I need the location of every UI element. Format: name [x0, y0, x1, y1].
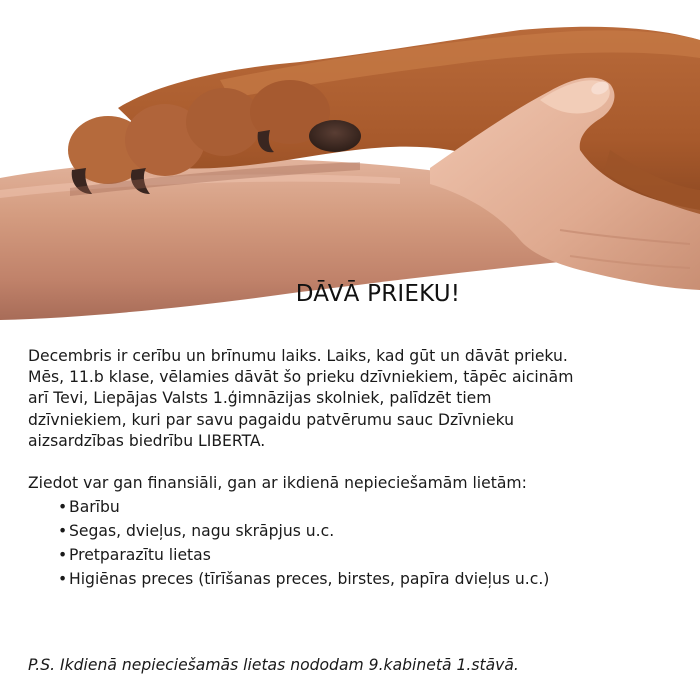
page-title: DĀVĀ PRIEKU! — [295, 281, 461, 307]
donate-intro: Ziedot var gan finansiāli, gan ar ikdienā nepieciešamām lietām: — [28, 474, 527, 493]
bullet-icon: • — [58, 522, 68, 541]
main-content — [28, 346, 678, 591]
hero-photo — [0, 0, 700, 320]
dog-paw-human-hand-image — [0, 0, 700, 320]
list-item — [58, 496, 678, 520]
bullet-icon: • — [58, 569, 68, 588]
bullet-icon: • — [58, 498, 68, 517]
paragraph-line: aizsardzības biedrību LIBERTA. — [28, 431, 266, 450]
paragraph-line: Mēs, 11.b klase, vēlamies dāvāt šo prieku dzīvniekiem, tāpēc aicinām — [28, 368, 574, 387]
list-item — [58, 544, 678, 568]
postscript-note: P.S. Ikdienā nepieciešamās lietas nododam 9.kabinetā 1.stāvā. — [28, 655, 519, 674]
list-item-label: Segas, dvieļus, nagu skrāpjus u.c. — [69, 522, 335, 541]
paragraph-line: dzīvniekiem, kuri par savu pagaidu patvērumu sauc Dzīvnieku — [28, 410, 515, 429]
intro-paragraph — [28, 346, 678, 452]
paragraph-line: Decembris ir cerību un brīnumu laiks. Laiks, kad gūt un dāvāt prieku. — [28, 347, 568, 365]
paragraph-line: arī Tevi, Liepājas Valsts 1.ģimnāzijas skolniek, palīdzēt tiem — [28, 389, 492, 408]
list-item — [58, 520, 678, 544]
spacer — [28, 452, 678, 473]
list-item-label: Pretparazītu lietas — [69, 545, 211, 564]
donation-items-list — [28, 496, 678, 591]
list-item-label: Barību — [69, 498, 120, 517]
bullet-icon: • — [58, 545, 68, 564]
list-item-label: Higiēnas preces (tīrīšanas preces, birstes, papīra dvieļus u.c.) — [69, 569, 550, 588]
list-item — [58, 568, 678, 592]
